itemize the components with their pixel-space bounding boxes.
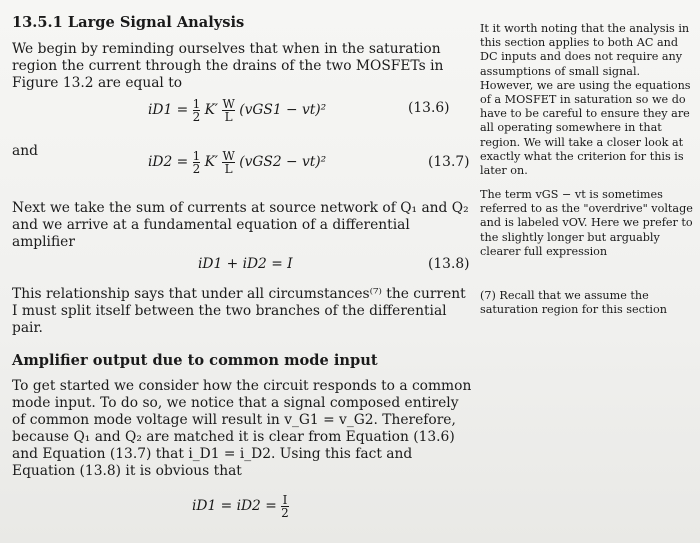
equation-number-13-6: (13.6) — [408, 100, 450, 116]
sidenote-analysis: It it worth noting that the analysis in this section applies to both AC and DC inputs and does not require any assumptions of small signal. However, we are using the equations of a MOSFET in saturation so we do have to be careful to ensure they are all operating somewhere in that region. We will take a closer look at exactly what the criterion for this is later on. — [480, 22, 691, 178]
paragraph-common-mode: To get started we consider how the circuit responds to a common mode input. To do so, we notice that a signal composed entirely of common mode voltage will result in v_G1 = v_G2. Therefore, because Q₁ and Q₂ are matched it is clear from Equation (13.6) and Equation (13.7) that i_D1 = i_D2. Using this fact and Equation (13.8) it is obvious that — [12, 378, 472, 479]
eq2-k: K′ — [204, 154, 219, 170]
half-fraction: $\frac{1}{2}$ — [192, 97, 201, 124]
i-over-2-fraction: $\frac{I}{2}$ — [281, 493, 289, 520]
section-title: 13.5.1 Large Signal Analysis — [12, 14, 245, 31]
equation-number-13-7: (13.7) — [428, 154, 470, 170]
eq1-k: K′ — [204, 102, 219, 118]
half-fraction: $\frac{1}{2}$ — [192, 149, 201, 176]
eq1-tail: (vGS1 − vt)² — [239, 102, 327, 118]
eq1-lhs: iD1 = — [148, 102, 193, 118]
subheading-common-mode: Amplifier output due to common mode input — [12, 352, 378, 369]
sidenote-overdrive: The term vGS − vt is sometimes referred to as the "overdrive" voltage and is labeled vOV. Here we prefer to the slightly longer but arguably clearer full expression — [480, 188, 693, 258]
equation-13-8: iD1 + iD2 = I — [198, 256, 293, 272]
eq4-lhs: iD1 = iD2 = — [192, 498, 282, 514]
equation-13-6 — [148, 98, 326, 123]
paragraph-relationship: This relationship says that under all circumstances⁽⁷⁾ the current I must split itself between the two branches of the differential pair. — [12, 286, 466, 336]
eq2-lhs: iD2 = — [148, 154, 193, 170]
paragraph-intro: We begin by reminding ourselves that when in the saturation region the current through the drains of the two MOSFETs in Figure 13.2 are equal to — [12, 41, 444, 91]
equation-13-7 — [148, 150, 326, 175]
paragraph-sum-currents: Next we take the sum of currents at source network of Q₁ and Q₂ and we arrive at a fundamental equation of a differential amplifier — [12, 200, 469, 250]
sidenote-footnote-7: (7) Recall that we assume the saturation region for this section — [480, 289, 667, 317]
wl-fraction: $\frac{W}{L}$ — [222, 97, 235, 124]
equation-final — [192, 494, 289, 519]
and-word: and — [12, 143, 38, 159]
eq2-tail: (vGS2 − vt)² — [239, 154, 327, 170]
equation-number-13-8: (13.8) — [428, 256, 470, 272]
wl-fraction: $\frac{W}{L}$ — [222, 149, 235, 176]
